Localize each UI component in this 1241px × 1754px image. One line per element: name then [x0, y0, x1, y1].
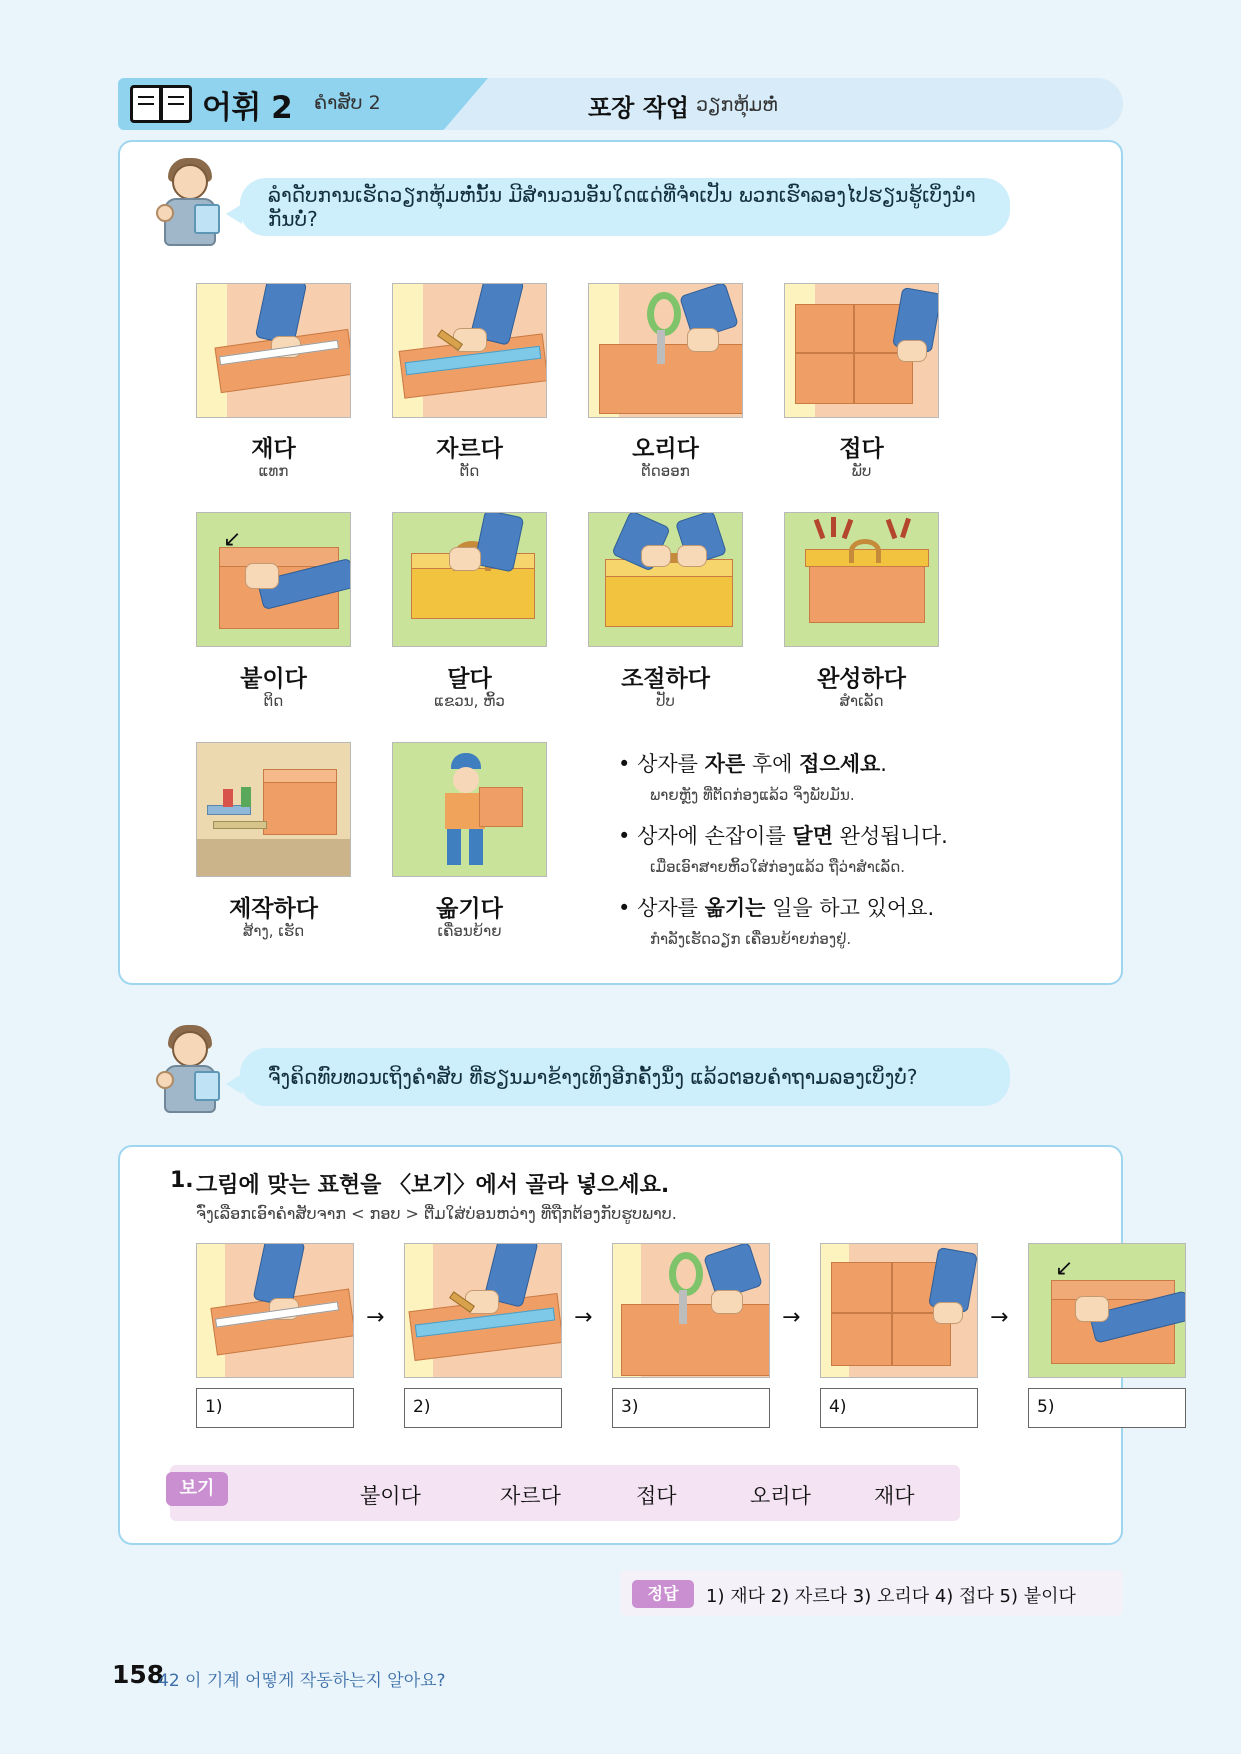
vocab-image-8 — [196, 742, 351, 877]
open-book-icon — [130, 85, 192, 123]
example-sentence-1 — [618, 820, 948, 850]
sent-1-pre: 상자에 손잡이를 — [637, 824, 793, 848]
teacher-avatar-1 — [158, 158, 226, 250]
vocab-label-lo-6: ປັບ — [656, 692, 675, 710]
answer-blank-5[interactable]: 5) — [1028, 1388, 1186, 1428]
exercise-number: 1. — [170, 1168, 194, 1193]
example-sentence-lo-0: ພາຍຫຼັງ ທີ່ຕັດກ່ອງແລ້ວ ຈິ່ງພັບມັນ. — [650, 786, 855, 804]
vocab-image-2 — [588, 283, 743, 418]
sequence-arrow-1: → — [574, 1305, 593, 1330]
answer-key-text: 1) 재다 2) 자르다 3) 오리다 4) 접다 5) 붙이다 — [706, 1586, 1076, 1607]
bullet-1: • — [618, 824, 638, 848]
answer-blank-3[interactable]: 3) — [612, 1388, 770, 1428]
sent-1-b1: 달면 — [792, 824, 833, 848]
example-sentence-2 — [618, 892, 934, 922]
sent-1-mid: 완성됩니다 — [833, 824, 942, 848]
sequence-image-3 — [820, 1243, 978, 1378]
vocab-image-9 — [392, 742, 547, 877]
section-title-lo: ຄຳສັບ 2 — [314, 92, 381, 114]
prompt-bubble-2: ຈົ່ງຄິດທົບທວນເຖິງຄຳສັບ ທີ່ຮຽນມາຂ້າງເທິງອີກຄັ້ງນຶ່ງ ແລ້ວຕອບຄຳຖາມລອງເບິ່ງບໍ່? — [240, 1048, 1010, 1106]
vocab-image-7 — [784, 512, 939, 647]
answer-key-label: 정답 — [632, 1580, 694, 1608]
sequence-image-1 — [404, 1243, 562, 1378]
section-header — [118, 78, 1123, 130]
section-title-ko: 어휘 2 — [202, 90, 293, 126]
page-number: 158 — [112, 1660, 165, 1689]
exercise-question-lo: ຈົ່ງເລືອກເອົາຄຳສັບຈາກ < ກອບ > ຕື່ມໃສ່ບ່ອນຫວ່າງ ທີ່ຖືກຕ້ອງກັບຮູບພາບ. — [196, 1204, 677, 1223]
vocab-label-ko-6: 조절하다 — [621, 666, 710, 692]
word-bank-item-1[interactable]: 자르다 — [500, 1484, 561, 1508]
vocab-label-ko-7: 완성하다 — [817, 666, 906, 692]
sequence-image-4: ↙ — [1028, 1243, 1186, 1378]
prompt-bubble-1: ລຳດັບການເຮັດວຽກຫຸ້ມຫໍ່ນັ້ນ ມີສຳນວນອັນໃດແດ່ທີ່ຈຳເປັນ ພວກເຮົາລອງໄປຮຽນຮູ້ເບິ່ງນຳກັນບໍ່? — [240, 178, 1010, 236]
word-bank-item-4[interactable]: 재다 — [874, 1484, 915, 1508]
vocab-label-ko-5: 달다 — [447, 666, 492, 692]
vocab-image-3 — [784, 283, 939, 418]
vocab-label-ko-2: 오리다 — [632, 436, 699, 462]
sequence-image-2 — [612, 1243, 770, 1378]
sequence-arrow-0: → — [366, 1305, 385, 1330]
sent-2-pre: 상자를 — [637, 896, 705, 920]
word-bank-label: 보기 — [166, 1472, 228, 1506]
sent-0-pre: 상자를 — [637, 752, 705, 776]
vocab-label-lo-8: ສ້າງ, ເຮັດ — [242, 922, 305, 940]
word-bank-item-3[interactable]: 오리다 — [750, 1484, 811, 1508]
section-topic-ko: 포장 작업 — [588, 94, 690, 122]
vocab-label-ko-8: 제작하다 — [229, 896, 318, 922]
vocab-label-ko-4: 붙이다 — [240, 666, 307, 692]
vocab-label-ko-1: 자르다 — [436, 436, 503, 462]
sequence-image-0 — [196, 1243, 354, 1378]
vocab-label-ko-9: 옮기다 — [436, 896, 503, 922]
section-topic-lo: ວຽກຫຸ້ມຫໍ່ — [696, 94, 778, 116]
word-bank-item-2[interactable]: 접다 — [636, 1484, 677, 1508]
sent-2-post: . — [927, 896, 935, 920]
answer-blank-1[interactable]: 1) — [196, 1388, 354, 1428]
vocab-image-6 — [588, 512, 743, 647]
footer-chapter-title: 42 이 기계 어떻게 작동하는지 알아요? — [158, 1671, 446, 1691]
exercise-question-ko: 그림에 맞는 표현을 〈보기〉에서 골라 넣으세요. — [196, 1173, 670, 1198]
word-bank-item-0[interactable]: 붙이다 — [360, 1484, 421, 1508]
vocab-label-lo-2: ຕັດອອກ — [641, 462, 690, 480]
vocab-label-ko-0: 재다 — [251, 436, 296, 462]
answer-blank-4[interactable]: 4) — [820, 1388, 978, 1428]
vocab-image-4: ↙ — [196, 512, 351, 647]
vocab-image-0 — [196, 283, 351, 418]
teacher-avatar-2 — [158, 1025, 226, 1117]
vocab-image-1 — [392, 283, 547, 418]
bullet-2: • — [618, 896, 638, 920]
vocab-label-lo-1: ຕັດ — [459, 462, 480, 480]
sent-0-post: . — [880, 752, 887, 776]
bullet-0: • — [618, 752, 638, 776]
word-bank-strip — [170, 1465, 960, 1521]
vocab-label-lo-7: ສຳເລັດ — [839, 692, 884, 710]
example-sentence-lo-2: ກຳລັງເຮັດວຽກ ເຄື່ອນຍ້າຍກ່ອງຢູ່. — [650, 930, 852, 948]
vocab-image-5 — [392, 512, 547, 647]
sent-0-mid: 후에 — [745, 752, 800, 776]
vocab-label-lo-5: ແຂວນ, ຫິ້ວ — [434, 692, 505, 710]
sent-2-mid: 일을 하고 있어요 — [765, 896, 928, 920]
example-sentence-lo-1: ເມື່ອເອົາສາຍຫິ້ວໃສ່ກ່ອງແລ້ວ ຖືວ່າສຳເລັດ. — [650, 858, 906, 876]
vocab-label-lo-9: ເຄື່ອນຍ້າຍ — [437, 922, 502, 940]
sent-0-b1: 자른 — [704, 752, 746, 776]
vocab-label-ko-3: 접다 — [839, 436, 884, 462]
vocab-label-lo-4: ຕິດ — [263, 692, 284, 710]
vocab-label-lo-3: ພັບ — [851, 462, 872, 480]
sent-1-post: . — [941, 824, 948, 848]
sent-2-b1: 옮기는 — [704, 896, 766, 920]
answer-blank-2[interactable]: 2) — [404, 1388, 562, 1428]
sent-0-b2: 접으세요 — [799, 752, 881, 776]
sequence-arrow-2: → — [782, 1305, 801, 1330]
example-sentence-0 — [618, 748, 887, 778]
vocab-label-lo-0: ແທກ — [258, 462, 289, 480]
sequence-arrow-3: → — [990, 1305, 1009, 1330]
